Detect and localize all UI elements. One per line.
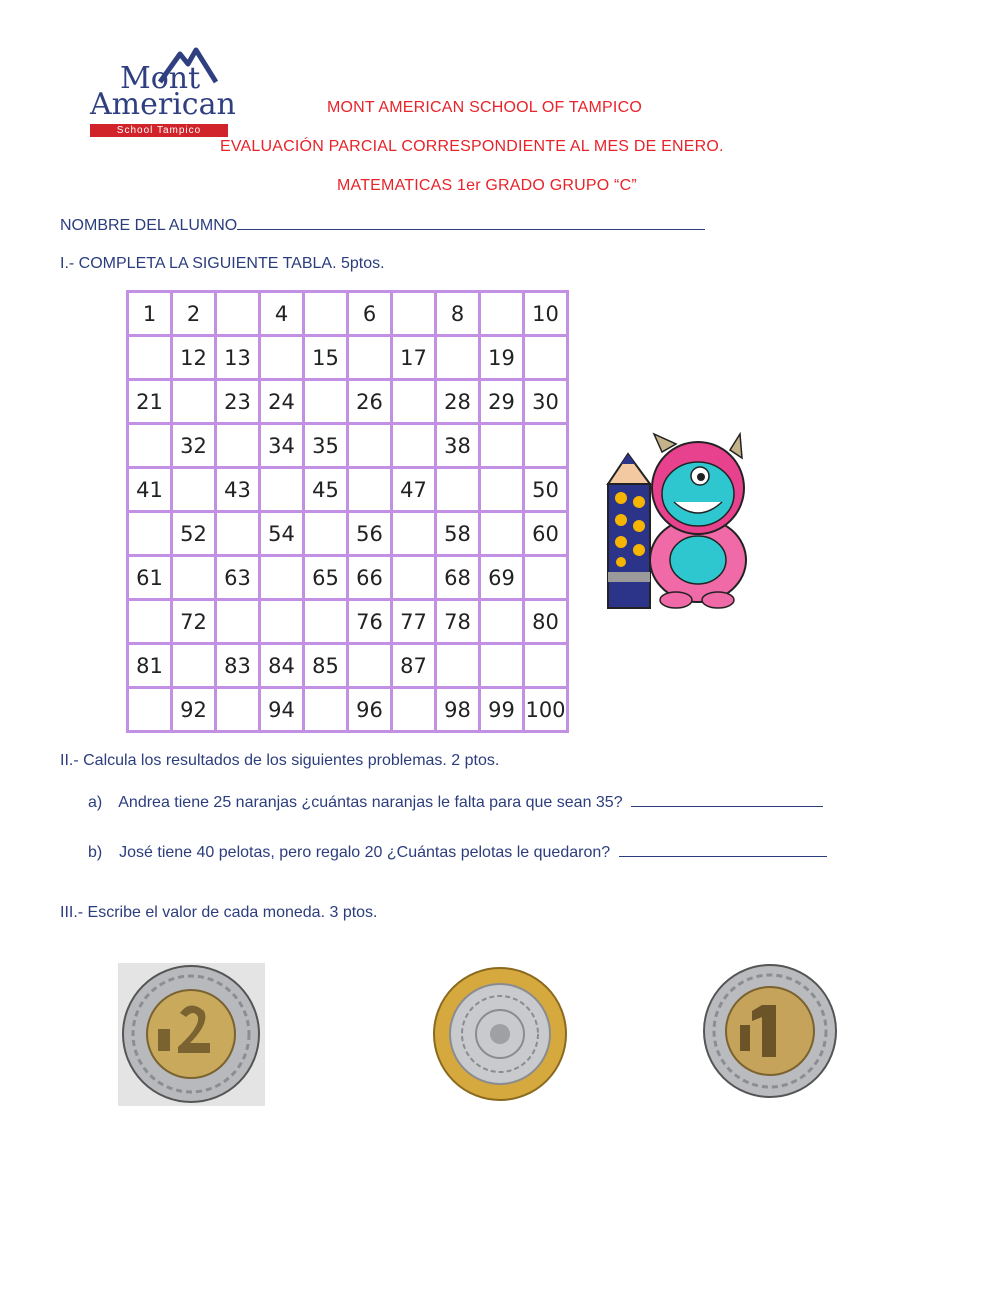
coin-1-peso-icon [700,963,840,1099]
grid-blank-cell[interactable] [392,556,436,600]
grid-cell: 2 [172,292,216,336]
logo-word-mont: Mont [120,61,201,96]
grid-cell: 94 [260,688,304,732]
problem-b-row [88,842,827,862]
grid-blank-cell[interactable] [216,688,260,732]
grid-cell: 15 [304,336,348,380]
student-name-field[interactable] [237,215,705,230]
coin-10-pesos-icon [430,966,570,1102]
grid-blank-cell[interactable] [172,468,216,512]
grid-cell: 72 [172,600,216,644]
grid-cell: 43 [216,468,260,512]
grid-cell: 17 [392,336,436,380]
coin-2-pesos-icon [118,963,265,1106]
grid-cell: 87 [392,644,436,688]
grid-cell: 35 [304,424,348,468]
grid-blank-cell[interactable] [436,468,480,512]
grid-cell: 56 [348,512,392,556]
logo-word-american: American [90,87,236,122]
grid-cell: 41 [128,468,172,512]
problem-b-text: José tiene 40 pelotas, pero regalo 20 ¿Cuántas pelotas le quedaron? [119,844,611,861]
grid-cell: 84 [260,644,304,688]
section2-title: II.- Calcula los resultados de los siguientes problemas. 2 ptos. [60,752,500,769]
grid-row [128,644,568,688]
grid-blank-cell[interactable] [348,424,392,468]
grid-blank-cell[interactable] [260,468,304,512]
grid-cell: 76 [348,600,392,644]
grid-blank-cell[interactable] [524,336,568,380]
student-name-row [60,215,705,235]
grid-row [128,600,568,644]
number-grid [126,290,569,733]
grid-blank-cell[interactable] [216,424,260,468]
grid-cell: 32 [172,424,216,468]
student-name-label: NOMBRE DEL ALUMNO [60,217,238,234]
grid-cell: 69 [480,556,524,600]
grid-blank-cell[interactable] [392,292,436,336]
grid-blank-cell[interactable] [480,468,524,512]
grid-cell: 26 [348,380,392,424]
grid-cell: 85 [304,644,348,688]
section1-title: I.- COMPLETA LA SIGUIENTE TABLA. 5ptos. [60,255,385,272]
grid-blank-cell[interactable] [480,424,524,468]
problem-a-text: Andrea tiene 25 naranjas ¿cuántas naranjas le falta para que sean 35? [118,794,623,811]
grid-cell: 100 [524,688,568,732]
grid-row [128,336,568,380]
grid-blank-cell[interactable] [128,600,172,644]
grid-cell: 60 [524,512,568,556]
grid-blank-cell[interactable] [524,556,568,600]
grid-blank-cell[interactable] [260,556,304,600]
evaluation-title: EVALUACIÓN PARCIAL CORRESPONDIENTE AL MES DE ENERO. [220,138,724,155]
grid-blank-cell[interactable] [304,600,348,644]
grid-blank-cell[interactable] [128,424,172,468]
grid-blank-cell[interactable] [392,380,436,424]
grid-blank-cell[interactable] [128,336,172,380]
problem-a-row [88,792,823,812]
grid-cell: 54 [260,512,304,556]
school-title: MONT AMERICAN SCHOOL OF TAMPICO [327,99,642,116]
problem-b-answer-field[interactable] [619,842,827,857]
grid-blank-cell[interactable] [348,468,392,512]
grid-blank-cell[interactable] [392,688,436,732]
grid-blank-cell[interactable] [172,380,216,424]
grid-blank-cell[interactable] [304,512,348,556]
grid-cell: 63 [216,556,260,600]
grid-blank-cell[interactable] [348,336,392,380]
grid-cell: 80 [524,600,568,644]
grid-cell: 30 [524,380,568,424]
grid-cell: 24 [260,380,304,424]
grid-cell: 45 [304,468,348,512]
grid-blank-cell[interactable] [260,336,304,380]
problem-a-marker: a) [88,794,103,811]
grid-cell: 8 [436,292,480,336]
grid-cell: 12 [172,336,216,380]
grid-cell: 78 [436,600,480,644]
grid-row [128,556,568,600]
grid-cell: 77 [392,600,436,644]
grid-cell: 68 [436,556,480,600]
grid-cell: 1 [128,292,172,336]
grid-row [128,512,568,556]
grid-cell: 65 [304,556,348,600]
grid-cell: 47 [392,468,436,512]
grid-cell: 28 [436,380,480,424]
grid-blank-cell[interactable] [348,644,392,688]
grid-blank-cell[interactable] [172,644,216,688]
grid-cell: 98 [436,688,480,732]
grid-blank-cell[interactable] [392,424,436,468]
subject-title: MATEMATICAS 1er GRADO GRUPO “C” [337,177,637,194]
grid-cell: 34 [260,424,304,468]
grid-row [128,424,568,468]
grid-blank-cell[interactable] [392,512,436,556]
school-logo [88,46,236,142]
grid-blank-cell[interactable] [216,512,260,556]
grid-cell: 92 [172,688,216,732]
grid-blank-cell[interactable] [436,644,480,688]
grid-cell: 6 [348,292,392,336]
logo-band: School Tampico [90,124,228,137]
problem-a-answer-field[interactable] [631,792,823,807]
monster-pencil-icon [604,432,760,610]
grid-cell: 50 [524,468,568,512]
grid-cell: 19 [480,336,524,380]
grid-blank-cell[interactable] [480,292,524,336]
grid-blank-cell[interactable] [304,380,348,424]
grid-row [128,380,568,424]
grid-blank-cell[interactable] [304,292,348,336]
grid-cell: 66 [348,556,392,600]
grid-cell: 99 [480,688,524,732]
grid-blank-cell[interactable] [260,600,304,644]
grid-cell: 96 [348,688,392,732]
grid-cell: 13 [216,336,260,380]
grid-blank-cell[interactable] [524,424,568,468]
problem-b-marker: b) [88,844,103,861]
grid-blank-cell[interactable] [480,600,524,644]
grid-row [128,292,568,336]
grid-cell: 61 [128,556,172,600]
grid-cell: 10 [524,292,568,336]
grid-blank-cell[interactable] [480,644,524,688]
grid-blank-cell[interactable] [436,336,480,380]
grid-cell: 58 [436,512,480,556]
grid-cell: 81 [128,644,172,688]
grid-blank-cell[interactable] [216,292,260,336]
grid-row [128,468,568,512]
grid-blank-cell[interactable] [216,600,260,644]
grid-cell: 21 [128,380,172,424]
grid-cell: 38 [436,424,480,468]
grid-cell: 83 [216,644,260,688]
section3-title: III.- Escribe el valor de cada moneda. 3 ptos. [60,904,378,921]
grid-blank-cell[interactable] [480,512,524,556]
grid-blank-cell[interactable] [524,644,568,688]
grid-blank-cell[interactable] [128,688,172,732]
grid-cell: 23 [216,380,260,424]
grid-blank-cell[interactable] [304,688,348,732]
grid-cell: 52 [172,512,216,556]
grid-cell: 4 [260,292,304,336]
grid-blank-cell[interactable] [172,556,216,600]
grid-blank-cell[interactable] [128,512,172,556]
grid-row [128,688,568,732]
grid-cell: 29 [480,380,524,424]
